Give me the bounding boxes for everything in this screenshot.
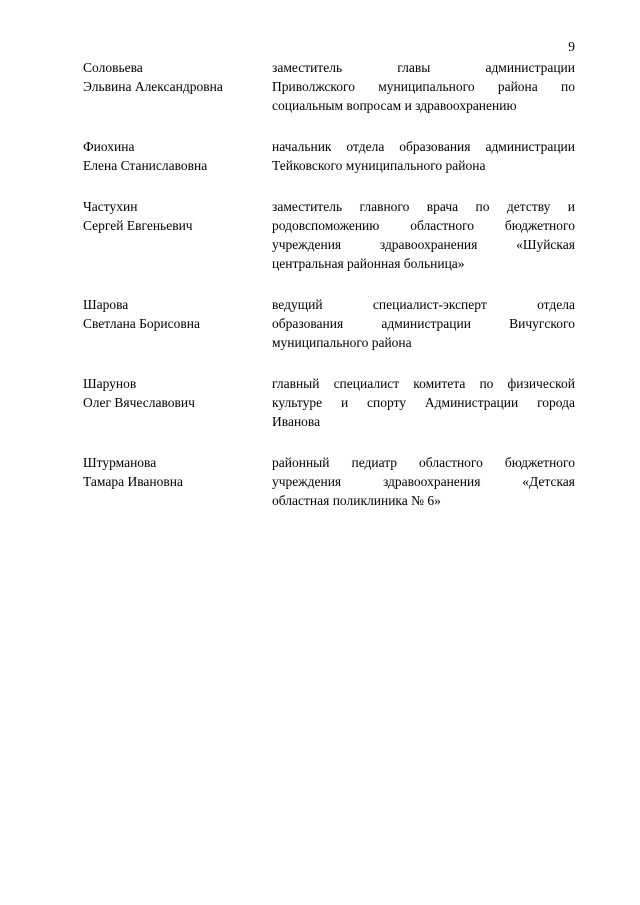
position-line: учреждения здравоохранения «Шуйская — [272, 237, 575, 252]
member-position — [272, 453, 575, 510]
member-name — [83, 58, 263, 96]
position-line: главный специалист комитета по физической — [272, 376, 575, 391]
position-line: центральная районная больница» — [272, 256, 465, 271]
list-item — [0, 295, 640, 352]
member-list — [0, 58, 640, 532]
position-line: социальным вопросам и здравоохранению — [272, 98, 517, 113]
member-surname: Частухин — [83, 199, 138, 214]
member-position — [272, 197, 575, 273]
member-name — [83, 374, 263, 412]
position-line: заместитель главы администрации — [272, 60, 575, 75]
position-line: родовспоможению областного бюджетного — [272, 218, 575, 233]
member-given-names: Елена Станиславовна — [83, 158, 208, 173]
member-surname: Штурманова — [83, 455, 157, 470]
list-item — [0, 137, 640, 175]
member-name — [83, 137, 263, 175]
member-position — [272, 58, 575, 115]
list-item — [0, 58, 640, 115]
position-line: Приволжского муниципального района по — [272, 79, 575, 94]
position-line: областная поликлиника № 6» — [272, 493, 441, 508]
member-name — [83, 197, 263, 235]
member-position — [272, 374, 575, 431]
member-surname: Фиохина — [83, 139, 135, 154]
member-given-names: Сергей Евгеньевич — [83, 218, 193, 233]
list-item — [0, 374, 640, 431]
position-line: Тейковского муниципального района — [272, 158, 486, 173]
position-line: муниципального района — [272, 335, 412, 350]
list-item — [0, 197, 640, 273]
member-name — [83, 453, 263, 491]
member-surname: Шарова — [83, 297, 129, 312]
member-position — [272, 137, 575, 175]
list-item — [0, 453, 640, 510]
page-number: 9 — [568, 39, 575, 54]
member-given-names: Тамара Ивановна — [83, 474, 183, 489]
member-given-names: Эльвина Александровна — [83, 79, 223, 94]
member-surname: Соловьева — [83, 60, 143, 75]
position-line: начальник отдела образования администрации — [272, 139, 575, 154]
position-line: ведущий специалист-эксперт отдела — [272, 297, 575, 312]
position-line: Иванова — [272, 414, 321, 429]
position-line: учреждения здравоохранения «Детская — [272, 474, 575, 489]
position-line: районный педиатр областного бюджетного — [272, 455, 575, 470]
member-surname: Шарунов — [83, 376, 137, 391]
member-given-names: Светлана Борисовна — [83, 316, 200, 331]
position-line: культуре и спорту Администрации города — [272, 395, 575, 410]
member-given-names: Олег Вячеславович — [83, 395, 195, 410]
position-line: заместитель главного врача по детству и — [272, 199, 575, 214]
member-name — [83, 295, 263, 333]
position-line: образования администрации Вичугского — [272, 316, 575, 331]
member-position — [272, 295, 575, 352]
